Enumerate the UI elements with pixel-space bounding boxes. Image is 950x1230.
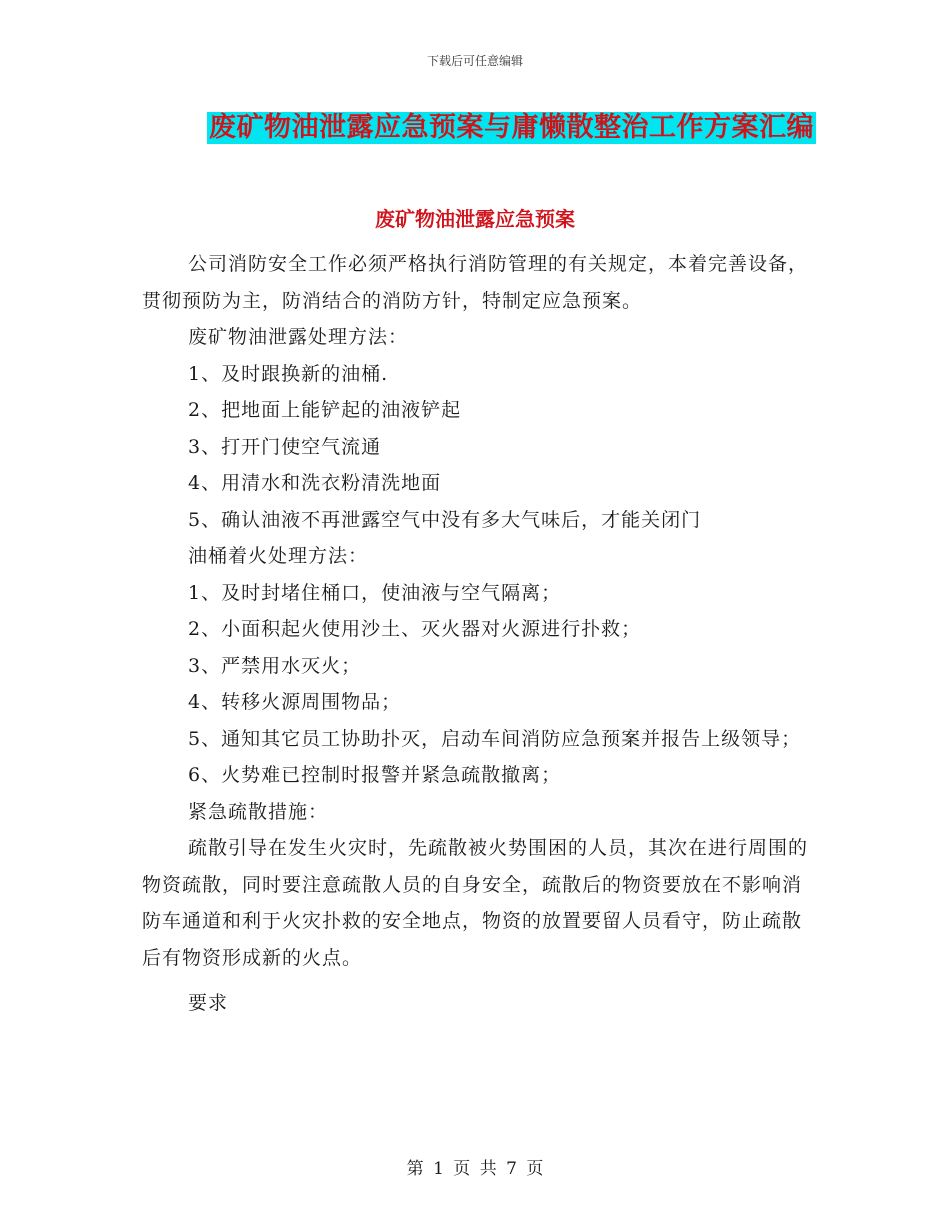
paragraph-heading-leak: 废矿物油泄露处理方法：: [188, 326, 409, 348]
list-item: 3、严禁用水灭火；: [188, 654, 362, 677]
list-item: 5、通知其它员工协助扑灭，启动车间消防应急预案并报告上级领导；: [188, 727, 802, 750]
paragraph-evacuation: 疏散引导在发生火灾时，先疏散被火势围困的人员，其次在进行周围的物资疏散，同时要注意疏散人员的自身安全，疏散后的物资要放在不影响消防车通道和利于火灾扑救的安全地点，物资的放置要留人员看守，防止疏散后有物资形成新的火点。: [142, 837, 809, 969]
list-item: 1、及时跟换新的油桶.: [188, 362, 389, 385]
paragraph-heading-fire: 油桶着火处理方法：: [188, 545, 369, 567]
list-item: 3、打开门使空气流通: [188, 435, 382, 458]
paragraph-requirements: 要求: [188, 992, 229, 1014]
list-item: 6、火势难已控制时报警并紧急疏散撤离；: [188, 764, 562, 786]
paragraph-heading-evacuation: 紧急疏散措施：: [188, 800, 329, 823]
document-title: 废矿物油泄露应急预案与庸懒散整治工作方案汇编: [209, 112, 814, 143]
list-item: 2、把地面上能铲起的油液铲起: [188, 399, 462, 421]
header-note: 下载后可任意编辑: [426, 54, 523, 68]
section-title: 废矿物油泄露应急预案: [375, 207, 575, 231]
list-item: 5、确认油液不再泄露空气中没有多大气味后，才能关闭门: [188, 508, 702, 531]
list-item: 4、用清水和洗衣粉清洗地面: [188, 472, 442, 494]
page-footer: 第 1 页 共 7 页: [406, 1159, 544, 1179]
paragraph-intro: 公司消防安全工作必须严格执行消防管理的有关规定，本着完善设备，贯彻预防为主，防消结合的消防方针，特制定应急预案。: [142, 253, 809, 312]
list-item: 2、小面积起火使用沙土、灭火器对火源进行扑救；: [188, 618, 642, 640]
list-item: 1、及时封堵住桶口，使油液与空气隔离；: [188, 581, 562, 604]
document-body: [142, 246, 810, 1022]
list-item: 4、转移火源周围物品；: [188, 691, 402, 713]
